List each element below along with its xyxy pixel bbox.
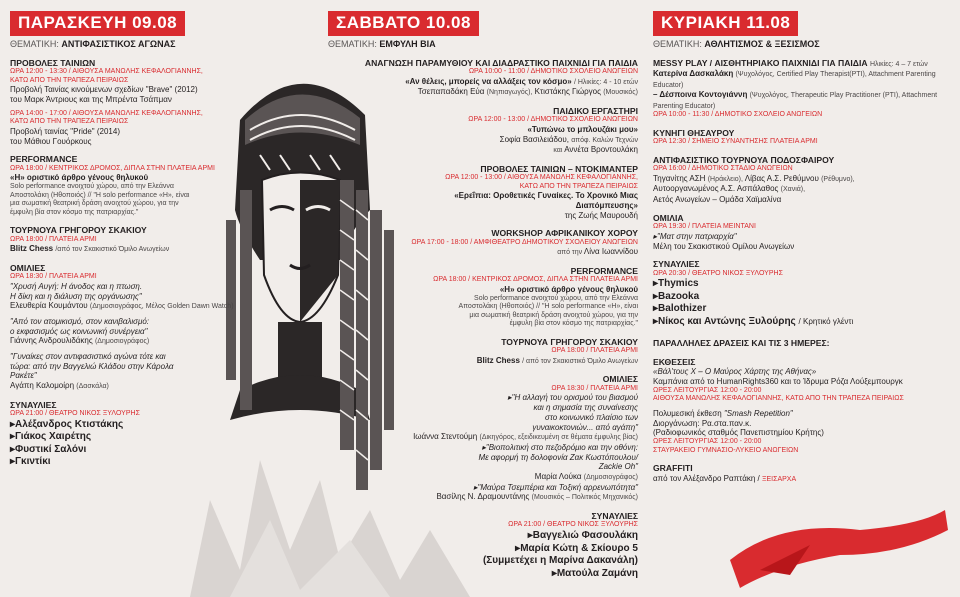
event-time: ΩΡΑ 18:00 / ΠΛΑΤΕΙΑ ΑΡΜΙ: [551, 347, 638, 355]
graffiti-title: GRAFFITI: [653, 463, 693, 474]
exhibition-name: Πολυμεσική έκθεση "Smash Repetition": [653, 408, 793, 418]
band-item: ▸ Thymics: [653, 278, 953, 291]
talk-title: ο εκφασισμός ως κοινωνική συνέργεια": [10, 326, 148, 336]
event-time: ΩΡΑ 18:00 / ΚΕΝΤΡΙΚΟΣ ΔΡΟΜΟΣ, ΔΙΠΛΑ ΣΤΗΝ ΠΛΑΤΕΙΑ ΑΡΜΙ: [433, 276, 638, 284]
football-teams: Αετός Ανωγείων – Ομάδα Χαϊμαλίνα: [653, 194, 782, 204]
saturday-column: ΣΑΒΒΑΤΟ 10.08 ΘΕΜΑΤΙΚΗ: ΕΜΦΥΛΗ ΒΙΑ ΑΝΑΓΝΩΣΗ ΠΑΡΑΜΥΘΙΟΥ ΚΑΙ ΔΙΑΔΡΑΣΤΙΚΟ ΠΑΙΧΝΙΔΙ ΓΙΑ ΠΑΙΔΙΑ ΩΡΑ 10:00 - 11:00 / ΔΗΜΟΤΙΚΟ ΣΧΟΛΕΙΟ ΑΝΩΓΕΙΩΝ «Αν θέλεις, μπορείς να αλλάξεις τον κόσμο» / Ηλικίες: 4 - 10 ετών Τσεπαπαδάκη Εύα (Νηπιαγωγός), Κτιστάκης Γιώργος (Μουσικός) ΠΑΙΔΙΚΟ ΕΡΓΑΣΤΗΡΙ ΩΡΑ 12:00 - 13:00 / ΔΗΜΟΤΙΚΟ ΣΧΟΛΕΙΟ ΑΝΩΓΕΙΩΝ «Τυπώνω το μπλουζάκι μου» Σοφία Βασιλειάδου, απόφ. Καλών Τεχνών και Αννέτα Βροντουλάκη ΠΡΟΒΟΛΕΣ ΤΑΙΝΙΩΝ – ΝΤΟΚΙΜΑΝΤΕΡ ΩΡΑ 12:00 - 13:00 / ΑΙΘΟΥΣΑ ΜΑΝΩΛΗΣ ΚΕΦΑΛΟΓΙΑΝΝΗΣ, ΚΑΤΩ ΑΠΟ ΤΗΝ ΤΡΑΠΕΖΑ ΠΕΙΡΑΙΩΣ «Ερεΐπια: Οροθετικές Γυναίκες. Το Χρονικό Μιας Διαπόμπευσης» της Ζωής Μαυρουδή WORKSHOP ΑΦΡΙΚΑΝΙΚΟΥ ΧΟΡΟΥ ΩΡΑ 17:00 - 18:00 / ΑΜΦΙΘΕΑΤΡΟ ΔΗΜΟΤΙΚΟΥ ΣΧΟΛΕΙΟΥ ΑΝΩΓΕΙΩΝ από την Λίνα Ιωαννίδου PERFORMANCE ΩΡΑ 18:00 / ΚΕΝΤΡΙΚΟΣ ΔΡΟΜΟΣ, ΔΙΠΛΑ ΣΤΗΝ ΠΛΑΤΕΙΑ ΑΡΜΙ «Η» οριστικό άρθρο γένους θηλυκού Solo performance ανοιχτού χώρου, από την Ελεάννα Αποστολάκη (Ηθοποιός) // "Η solo performance «Η», είναι μια σωματική θεατρική δράση ανοιχτού χώρου, για την έμφυλη βία στον κόσμο της πατριαρχίας." ΤΟΥΡΝΟΥΑ ΓΡΗΓΟΡΟΥ ΣΚΑΚΙΟΥ ΩΡΑ 18:00 / ΠΛΑΤΕΙΑ ΑΡΜΙ Blitz Chess / από τον Σκακιστικό Όμιλο Ανωγείων ΟΜΙΛΙΕΣ ΩΡΑ 18:30 / ΠΛΑΤΕΙΑ ΑΡΜΙ ▸ "Η αλλαγή του ορισμού του βιασμού και η σημασία της συναίνεσης στο κοινωνικό πλαίσιο των γυναικοκτονιών... από αγάπη" Ιωάννα Στεντούμη (Δικηγόρος, εξειδικευμένη σε θέματα έμφυλης βίας) ▸ "Βιοπολιτική στο πεζοδρόμιο και την οθόνη: Με αφορμή τη δολοφονία Ζακ Κωστόπουλου/ Zackie Oh" Μαρία Λούκα (Δημοσιογράφος) ▸ "Μαύρα Τσεμπέρια και Τοξική αρρενωπότητα" Βασίλης Ν. Δραμουντάνης (Μουσικός – Πολιτικός Μηχανικός) ΣΥΝΑΥΛΙΕΣ ΩΡΑ 21:00 / ΘΕΑΤΡΟ ΝΙΚΟΣ ΞΥΛΟΥΡΗΣ ▸ Βαγγελιώ Φασουλάκη ▸ Μαρία Κώτη & Σκίουρο 5 (Συμμετέχει η Μαρίνα Δακανάλη) ▸ Ματούλα Ζαμάνη: [328, 0, 638, 580]
sunday-theme: ΘΕΜΑΤΙΚΗ: ΑΘΛΗΤΙΣΜΟΣ & ΞΕΣΙΣΜΟΣ: [653, 38, 820, 49]
band-item: ▸ Φυστικί Σαλόνι: [10, 444, 282, 457]
talk-title: ▸ "Μαύρα Τσεμπέρια και Τοξική αρρενωπότητα": [328, 483, 638, 493]
talk-title: Ρακέτε": [10, 371, 37, 381]
red-brush-stroke-decoration: [720, 500, 950, 590]
sunday-concerts-title: ΣΥΝΑΥΛΙΕΣ: [653, 259, 700, 270]
exhibition-org: Καμπάνια από το HumanRights360 και το Ίδρυμα Ρόζα Λούξεμπουργκ: [653, 376, 903, 386]
friday-header: ΠΑΡΑΣΚΕΥΗ 09.08: [10, 11, 185, 36]
event-time: ΩΡΑ 18:30 / ΠΛΑΤΕΙΑ ΑΡΜΙ: [10, 273, 97, 281]
friday-concerts-title: ΣΥΝΑΥΛΙΕΣ: [10, 399, 57, 410]
sunday-header: ΚΥΡΙΑΚΗ 11.08: [653, 11, 798, 36]
band-item: ▸ Γκιντίκι: [10, 456, 282, 469]
friday-talks-title: ΟΜΙΛΙΕΣ: [10, 262, 46, 273]
event-place: ΣΤΑΥΡΑΚΕΙΟ ΓΥΜΝΑΣΙΟ-ΛΥΚΕΙΟ ΑΝΩΓΕΙΩΝ: [653, 446, 799, 454]
football-teams: Τηγανίτης ΑΣΗ (Ηράκλειο), Λίβας Α.Σ. Ρεθύμνου (Ρέθυμνο),: [653, 173, 855, 183]
saturday-theme: ΘΕΜΑΤΙΚΗ: ΕΜΦΥΛΗ ΒΙΑ: [328, 38, 436, 49]
band-item: ▸ Βαγγελιώ Φασουλάκη: [328, 530, 638, 543]
exhibitions-title: ΕΚΘΕΣΕΙΣ: [653, 356, 696, 367]
band-item: ▸ Bazooka: [653, 291, 953, 304]
film-director: του Μαρκ Άντριους και της Μπρέντα Τσάπμαν: [10, 95, 172, 104]
friday-performance-title: PERFORMANCE: [10, 154, 78, 165]
event-time: ΩΡΑ 12:00 - 13:30 / ΑΙΘΟΥΣΑ ΜΑΝΩΛΗΣ ΚΕΦΑΛΟΓΙΑΝΝΗΣ,: [10, 68, 203, 76]
african-host: από την Λίνα Ιωαννίδου: [557, 247, 638, 257]
event-time: ΩΡΑ 17:00 - 18:00 / ΑΜΦΙΘΕΑΤΡΟ ΔΗΜΟΤΙΚΟΥ ΣΧΟΛΕΙΟΥ ΑΝΩΓΕΙΩΝ: [411, 238, 638, 246]
event-time: ΩΡΑ 21:00 / ΘΕΑΤΡΟ ΝΙΚΟΣ ΞΥΛΟΥΡΗΣ: [10, 410, 140, 418]
friday-column: ΠΑΡΑΣΚΕΥΗ 09.08 ΘΕΜΑΤΙΚΗ: ΑΝΤΙΦΑΣΙΣΤΙΚΟΣ ΑΓΩΝΑΣ ΠΡΟΒΟΛΕΣ ΤΑΙΝΙΩΝ ΩΡΑ 12:00 - 13:30 / ΑΙΘΟΥΣΑ ΜΑΝΩΛΗΣ ΚΕΦΑΛΟΓΙΑΝΝΗΣ, ΚΑΤΩ ΑΠΟ ΤΗΝ ΤΡΑΠΕΖΑ ΠΕΙΡΑΙΩΣ Προβολή Ταινίας κινούμενων σχεδίων "Brave" (2012) του Μαρκ Άντριους και της Μπρέντα Τσάπμαν ΩΡΑ 14:00 - 17:00 / ΑΙΘΟΥΣΑ ΜΑΝΩΛΗΣ ΚΕΦΑΛΟΓΙΑΝΝΗΣ, ΚΑΤΩ ΑΠΟ ΤΗΝ ΤΡΑΠΕΖΑ ΠΕΙΡΑΙΩΣ Προβολή ταινίας "Pride" (2014) του Μάθιου Γουόρκους PERFORMANCE ΩΡΑ 18:00 / ΚΕΝΤΡΙΚΟΣ ΔΡΟΜΟΣ, ΔΙΠΛΑ ΣΤΗΝ ΠΛΑΤΕΙΑ ΑΡΜΙ «Η» οριστικό άρθρο γένους θηλυκού Solo performance ανοιχτού χώρου, από την Ελεάννα Αποστολάκη (Ηθοποιός) // "Η solo performance «Η», είναι μια σωματική θεατρική δράση ανοιχτού χώρου, για την έμφυλη βία στον κόσμο της πατριαρχίας." ΤΟΥΡΝΟΥΑ ΓΡΗΓΟΡΟΥ ΣΚΑΚΙΟΥ ΩΡΑ 18:00 / ΠΛΑΤΕΙΑ ΑΡΜΙ Blitz Chess /από τον Σκακιστικό Όμιλο Ανωγείων ΟΜΙΛΙΕΣ ΩΡΑ 18:30 / ΠΛΑΤΕΙΑ ΑΡΜΙ "Χρυσή Αυγή: Η άνοδος και η πτωση. Η δίκη και η διάλυση της οργάνωσης" Ελευθερία Κουμάντου (Δημοσιογράφος, Μέλος Golden Dawn Watch) "Από τον ατομικισμό, στον κανιβαλισμό: ο εκφασισμός ως κοινωνική συνέργεια" Γιάννης Ανδρουλιδάκης (Δημοσιογράφος) "Γυναίκες στον αντιφασιστικό αγώνα τότε και τώρα: από την Βαγγελιώ Κλάδου στην Κάρολα Ρακέτε" Αγάπη Καλομοίρη (Δασκάλα) ΣΥΝΑΥΛΙΕΣ ΩΡΑ 21:00 / ΘΕΑΤΡΟ ΝΙΚΟΣ ΞΥΛΟΥΡΗΣ ▸ Αλέξανδρος Κτιστάκης ▸ Γιάκος Χαιρέτης ▸ Φυστικί Σαλόνι ▸ Γκιντίκι: [10, 0, 282, 469]
film-description: Προβολή ταινίας "Pride" (2014): [10, 126, 120, 136]
band-item: ▸ Μαρία Κώτη & Σκίουρο 5: [328, 543, 638, 556]
doc-name: Διαπόμπευσης»: [575, 200, 638, 210]
exhibition-org: Διοργάνωση: Ρα.στα.παν.κ.: [653, 418, 752, 428]
event-time: ΩΡΑ 14:00 - 17:00 / ΑΙΘΟΥΣΑ ΜΑΝΩΛΗΣ ΚΕΦΑΛΟΓΙΑΝΝΗΣ,: [10, 109, 203, 117]
talk-title: Η δίκη και η διάλυση της οργάνωσης": [10, 291, 142, 301]
performance-name: «Η» οριστικό άρθρο γένους θηλυκού: [499, 284, 638, 294]
talk-title: "Χρυσή Αυγή: Η άνοδος και η πτωση.: [10, 281, 143, 291]
band-item-note: (Συμμετέχει η Μαρίνα Δακανάλη): [482, 555, 638, 567]
talk-speaker: Μαρία Λούκα (Δημοσιογράφος): [534, 472, 638, 482]
event-time: ΩΡΕΣ ΛΕΙΤΟΥΡΓΙΑΣ 12:00 - 20:00: [653, 386, 762, 394]
event-time: ΩΡΑ 12:00 - 13:00 / ΔΗΜΟΤΙΚΟ ΣΧΟΛΕΙΟ ΑΝΩΓΕΙΩΝ: [468, 116, 638, 124]
doc-name: «Ερεΐπια: Οροθετικές Γυναίκες. Το Χρονικό Μιας: [454, 191, 638, 201]
sunday-messy-title: MESSY PLAY / ΑΙΣΘΗΤΗΡΙΑΚΟ ΠΑΙΧΝΙΔΙ ΓΙΑ ΠΑΙΔΙΑ Ηλικίες: 4 – 7 ετών: [653, 57, 928, 68]
saturday-african-title: WORKSHOP ΑΦΡΙΚΑΝΙΚΟΥ ΧΟΡΟΥ: [491, 228, 638, 239]
sunday-parallel-title: ΠΑΡΑΛΛΗΛΕΣ ΔΡΑΣΕΙΣ ΚΑΙ ΤΙΣ 3 ΗΜΕΡΕΣ:: [653, 338, 830, 349]
talk-speaker: Γιάννης Ανδρουλιδάκης (Δημοσιογράφος): [10, 336, 150, 346]
talk-speaker: Ελευθερία Κουμάντου (Δημοσιογράφος, Μέλος Golden Dawn Watch): [10, 301, 234, 311]
graffiti-artist: από τον Αλέξανδρο Ραπτάκη / ΞΕΙΣΑΡΧΑ: [653, 473, 797, 483]
talk-speaker: Αγάπη Καλομοίρη (Δασκάλα): [10, 381, 109, 391]
saturday-workshop-title: ΠΑΙΔΙΚΟ ΕΡΓΑΣΤΗΡΙ: [553, 105, 638, 116]
event-time: ΩΡΑ 18:00 / ΠΛΑΤΕΙΑ ΑΡΜΙ: [10, 235, 97, 243]
sunday-talk-title: ΟΜΙΛΙΑ: [653, 212, 684, 223]
event-time: ΩΡΑ 20:30 / ΘΕΑΤΡΟ ΝΙΚΟΣ ΞΥΛΟΥΡΗΣ: [653, 269, 783, 277]
friday-films-title: ΠΡΟΒΟΛΕΣ ΤΑΙΝΙΩΝ: [10, 57, 96, 68]
story-hosts: Τσεπαπαδάκη Εύα (Νηπιαγωγός), Κτιστάκης Γιώργος (Μουσικός): [417, 87, 638, 97]
talk-speaker: Μέλη του Σκακιστικού Ομίλου Ανωγείων: [653, 241, 795, 251]
saturday-concerts-title: ΣΥΝΑΥΛΙΕΣ: [591, 511, 638, 521]
event-time: ΩΡΑ 12:00 - 13:00 / ΑΙΘΟΥΣΑ ΜΑΝΩΛΗΣ ΚΕΦΑΛΟΓΙΑΝΝΗΣ,: [445, 174, 638, 182]
film-director: του Μάθιου Γουόρκους: [10, 136, 92, 146]
talk-title: ▸ "Η αλλαγή του ορισμού του βιασμού: [328, 393, 638, 403]
chess-event: Blitz Chess /από τον Σκακιστικό Όμιλο Ανωγείων: [10, 244, 170, 254]
saturday-doc-title: ΠΡΟΒΟΛΕΣ ΤΑΙΝΙΩΝ – ΝΤΟΚΙΜΑΝΤΕΡ: [480, 163, 638, 174]
saturday-talks-title: ΟΜΙΛΙΕΣ: [602, 374, 638, 385]
performance-name: «Η» οριστικό άρθρο γένους θηλυκού: [10, 173, 149, 183]
event-time: ΩΡΑ 18:30 / ΠΛΑΤΕΙΑ ΑΡΜΙ: [551, 384, 638, 392]
event-place: ΚΑΤΩ ΑΠΟ ΤΗΝ ΤΡΑΠΕΖΑ ΠΕΙΡΑΙΩΣ: [10, 118, 129, 126]
workshop-name: «Τυπώνω το μπλουζάκι μου»: [527, 124, 638, 134]
talk-title: ▸ "Ματ στην πατριαρχία": [653, 232, 953, 242]
messy-host: – Δέσποινα Κοντογιάννη (Ψυχολόγος, Therapeutic Play Practitioner (PTI), Attachment Parenting Educator): [653, 90, 938, 110]
saturday-header: ΣΑΒΒΑΤΟ 10.08: [328, 11, 479, 36]
event-place: ΚΑΤΩ ΑΠΟ ΤΗΝ ΤΡΑΠΕΖΑ ΠΕΙΡΑΙΩΣ: [10, 76, 129, 84]
saturday-chess-title: ΤΟΥΡΝΟΥΑ ΓΡΗΓΟΡΟΥ ΣΚΑΚΙΟΥ: [501, 336, 638, 347]
talk-speaker: Βασίλης Ν. Δραμουντάνης (Μουσικός – Πολιτικός Μηχανικός): [436, 492, 638, 502]
event-time: ΩΡΑ 10:00 - 11:30 / ΔΗΜΟΤΙΚΟ ΣΧΟΛΕΙΟ ΑΝΩΓΕΙΩΝ: [653, 111, 823, 119]
story-event: «Αν θέλεις, μπορείς να αλλάξεις τον κόσμο» / Ηλικίες: 4 - 10 ετών: [405, 76, 638, 86]
event-time: ΩΡΑ 19:30 / ΠΛΑΤΕΙΑ ΜΕΙΝΤΑΝΙ: [653, 223, 756, 231]
event-time: ΩΡΑ 10:00 - 11:00 / ΔΗΜΟΤΙΚΟ ΣΧΟΛΕΙΟ ΑΝΩΓΕΙΩΝ: [468, 68, 638, 76]
saturday-performance-title: PERFORMANCE: [570, 265, 638, 276]
event-time: ΩΡΑ 18:00 / ΚΕΝΤΡΙΚΟΣ ΔΡΟΜΟΣ, ΔΙΠΛΑ ΣΤΗΝ ΠΛΑΤΕΙΑ ΑΡΜΙ: [10, 164, 215, 172]
friday-chess-title: ΤΟΥΡΝΟΥΑ ΓΡΗΓΟΡΟΥ ΣΚΑΚΙΟΥ: [10, 225, 147, 236]
talk-speaker: Ιωάννα Στεντούμη (Δικηγόρος, εξειδικευμένη σε θέματα έμφυλης βίας): [413, 432, 638, 442]
event-time: ΩΡΑ 16:00 / ΔΗΜΟΤΙΚΟ ΣΤΑΔΙΟ ΑΝΩΓΕΙΩΝ: [653, 165, 793, 173]
sunday-column: [653, 0, 953, 484]
saturday-story-title: ΑΝΑΓΝΩΣΗ ΠΑΡΑΜΥΘΙΟΥ ΚΑΙ ΔΙΑΔΡΑΣΤΙΚΟ ΠΑΙΧΝΙΔΙ ΓΙΑ ΠΑΙΔΙΑ: [364, 57, 638, 68]
talk-title: "Γυναίκες στον αντιφασιστικό αγώνα τότε και: [10, 351, 166, 361]
band-item: ▸ Αλέξανδρος Κτιστάκης: [10, 419, 282, 432]
workshop-host: και Αννέτα Βροντουλάκη: [553, 145, 638, 155]
messy-host: Κατερίνα Δασκαλάκη (Ψυχολόγος, Certified Play Therapist(PTI), Attachment Parenting Educator): [653, 69, 936, 89]
chess-event: Blitz Chess / από τον Σκακιστικό Όμιλο Ανωγείων: [476, 355, 638, 365]
band-item: ▸ Γιάκος Χαιρέτης: [10, 431, 282, 444]
friday-theme: ΘΕΜΑΤΙΚΗ: ΑΝΤΙΦΑΣΙΣΤΙΚΟΣ ΑΓΩΝΑΣ: [10, 38, 176, 49]
exhibition-name: «Βάλ'τους Χ – Ο Μαύρος Χάρτης της Αθήνας»: [653, 367, 817, 377]
talk-title: "Από τον ατομικισμό, στον κανιβαλισμό:: [10, 316, 150, 326]
band-item: ▸ Νίκος και Αντώνης Ξυλούρης / Κρητικό γλέντι: [653, 316, 953, 329]
doc-director: της Ζωής Μαυρουδή: [564, 210, 638, 220]
band-item: ▸ Ματούλα Ζαμάνη: [328, 568, 638, 581]
sunday-football-title: ΑΝΤΙΦΑΣΙΣΤΙΚΟ ΤΟΥΡΝΟΥΑ ΠΟΔΟΣΦΑΙΡΟΥ: [653, 154, 835, 165]
band-item: ▸ Balothizer: [653, 303, 953, 316]
exhibition-org: (Ραδιοφωνικός σταθμός Πανεπιστημίου Κρήτης): [653, 428, 824, 438]
event-time: ΩΡΕΣ ΛΕΙΤΟΥΡΓΙΑΣ 12:00 - 20:00: [653, 438, 762, 446]
event-place: ΚΑΤΩ ΑΠΟ ΤΗΝ ΤΡΑΠΕΖΑ ΠΕΙΡΑΙΩΣ: [519, 182, 638, 190]
event-time: ΩΡΑ 12:30 / ΣΗΜΕΙΟ ΣΥΝΑΝΤΗΣΗΣ ΠΛΑΤΕΙΑ ΑΡΜΙ: [653, 138, 818, 146]
workshop-host: Σοφία Βασιλειάδου, απόφ. Καλών Τεχνών: [499, 134, 638, 144]
sunday-hunt-title: ΚΥΝΗΓΙ ΘΗΣΑΥΡΟΥ: [653, 127, 735, 138]
event-place: ΑΙΘΟΥΣΑ ΜΑΝΩΛΗΣ ΚΕΦΑΛΟΓΙΑΝΝΗΣ, ΚΑΤΩ ΑΠΟ ΤΗΝ ΤΡΑΠΕΖΑ ΠΕΙΡΑΙΩΣ: [653, 395, 904, 403]
film-description: Προβολή Ταινίας κινούμενων σχεδίων "Brave" (2012): [10, 85, 198, 95]
talk-title: ▸ "Βιοπολιτική στο πεζοδρόμιο και την οθόνη:: [328, 443, 638, 453]
talk-title: τώρα: από την Βαγγελιώ Κλάδου στην Κάρολα: [10, 361, 174, 371]
event-time: ΩΡΑ 21:00 / ΘΕΑΤΡΟ ΝΙΚΟΣ ΞΥΛΟΥΡΗΣ: [508, 521, 638, 529]
football-teams: Αυτοοργανωμένος Α.Σ. Ασπάλαθος (Χανιά),: [653, 184, 806, 194]
